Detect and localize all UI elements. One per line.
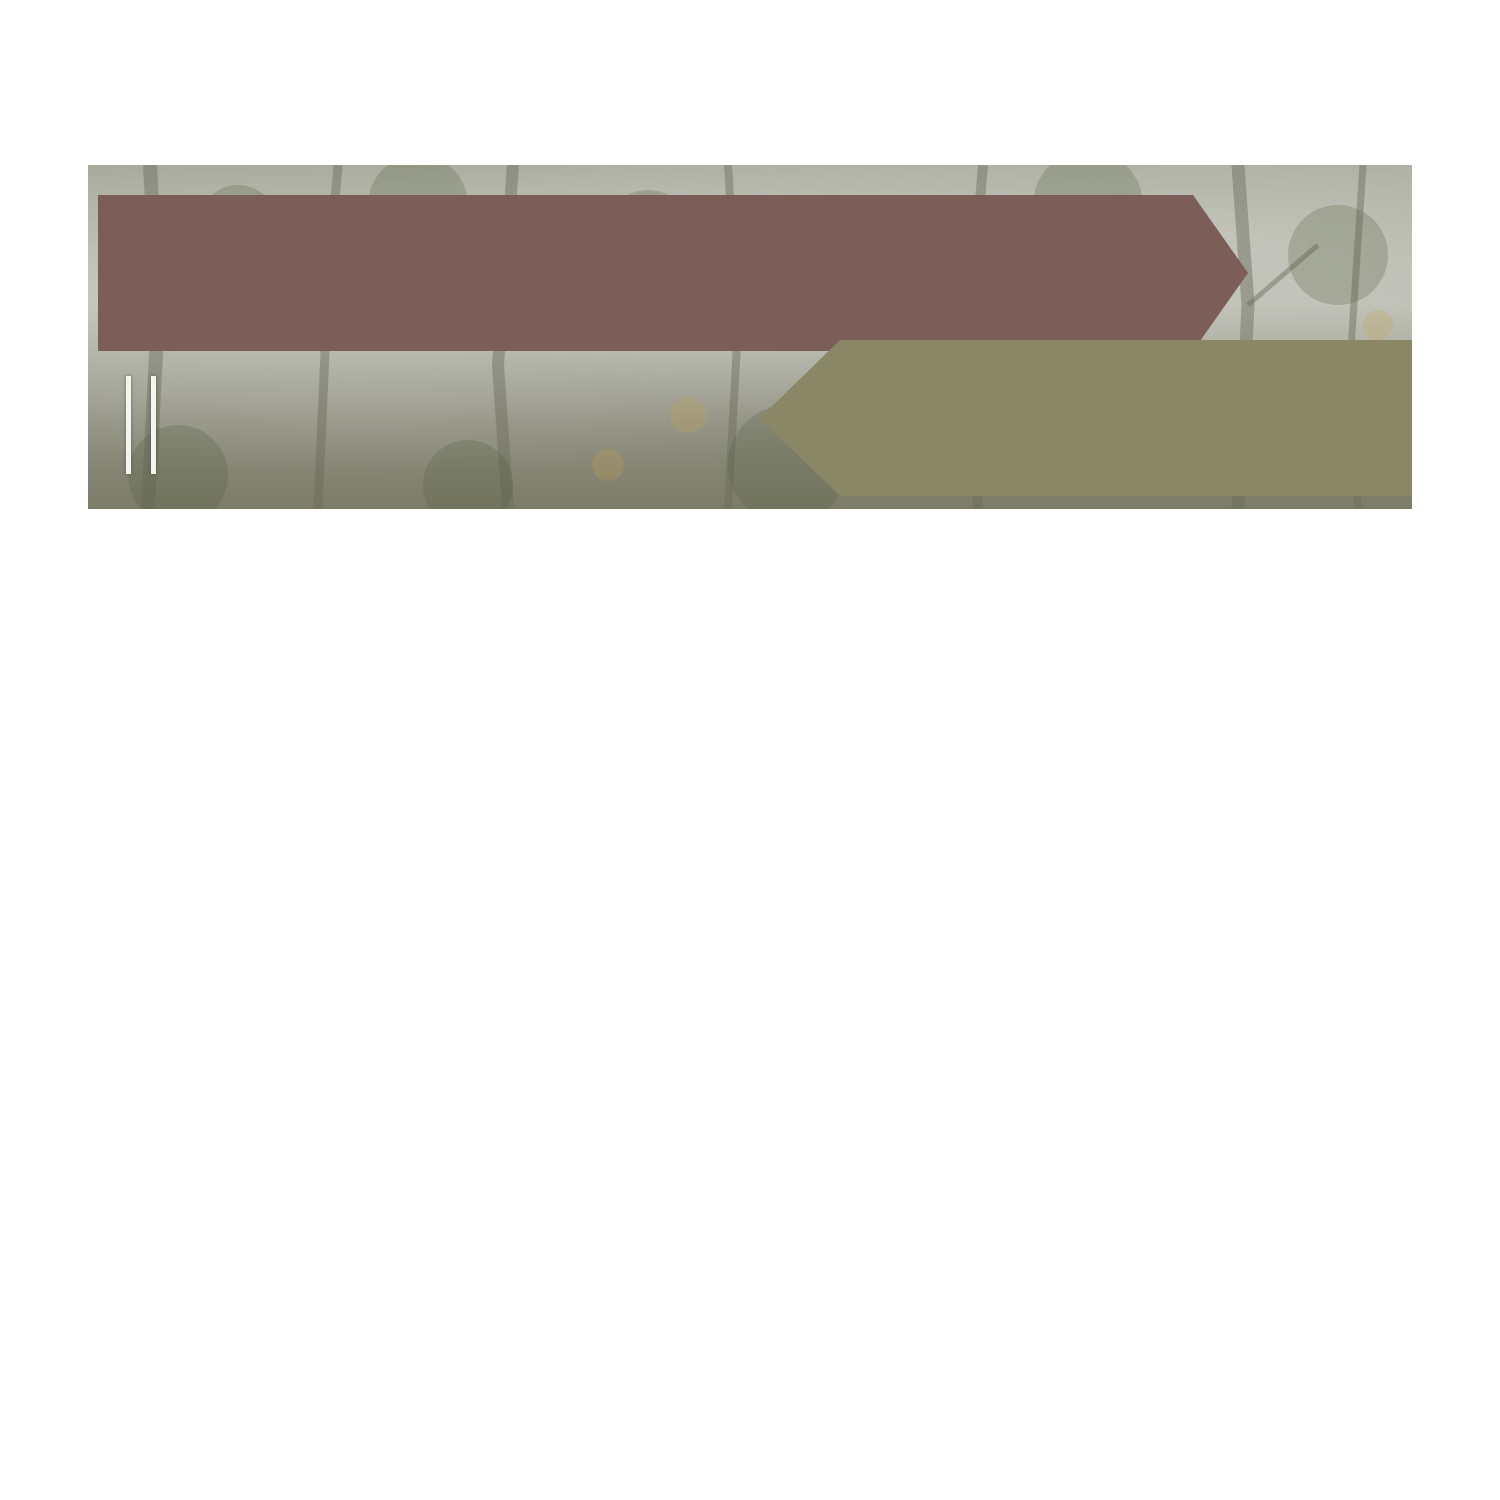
banner-bottom-arrow-sign (760, 340, 1412, 496)
banner-subtitle-divider (151, 376, 156, 474)
banner-subtitle-divider (126, 376, 131, 474)
banner-top-arrow-sign (98, 195, 1248, 351)
course-banner (88, 165, 1412, 509)
banner-subtitle (116, 370, 166, 480)
